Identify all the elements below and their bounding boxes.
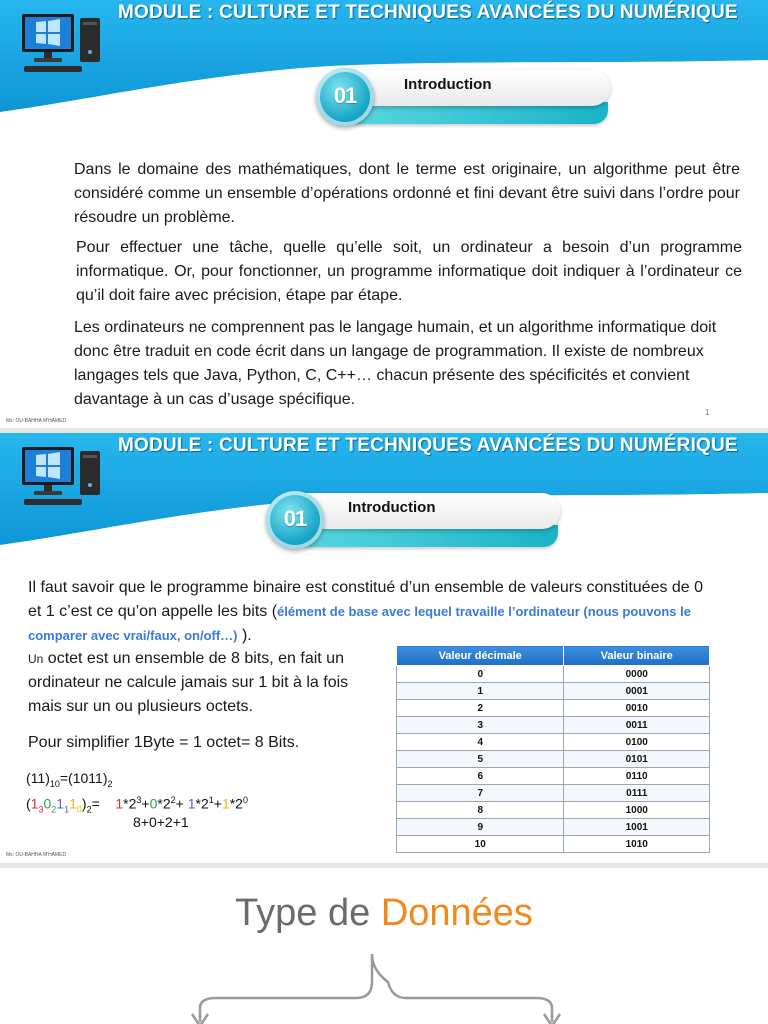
page-number: 1 bbox=[705, 408, 710, 417]
paragraph-3: Les ordinateurs ne comprennent pas le langage humain, et un algorithme informatique doit donc être traduit en code écrit dans un langage de programmation. Il existe de nombreux langages tels que Java, Python, C, C++… chacun présente des spécificités et convient davantage à un cas d’usage spécifique. bbox=[74, 319, 717, 408]
binary-cell: 0111 bbox=[564, 785, 710, 802]
bits-text: Il faut savoir que le programme binaire est constitué d’un ensemble de valeurs constituées de 0 et 1 c’est ce qu’on appelle les bits ( bbox=[28, 579, 704, 620]
module-title: MODULE : CULTURE ET TECHNIQUES AVANCÉES DU NUMÉRIQUE bbox=[118, 435, 738, 456]
table-row bbox=[397, 836, 710, 853]
badge-label: Introduction bbox=[404, 76, 492, 93]
decimal-cell: 3 bbox=[397, 717, 564, 734]
binary-cell: 0101 bbox=[564, 751, 710, 768]
bits-paragraph bbox=[28, 576, 718, 648]
binary-cell: 0110 bbox=[564, 768, 710, 785]
section-badge bbox=[266, 489, 566, 559]
octet-paragraph bbox=[28, 647, 384, 719]
decimal-cell: 1 bbox=[397, 683, 564, 700]
decimal-cell: 6 bbox=[397, 768, 564, 785]
binary-cell: 0000 bbox=[564, 666, 710, 683]
desktop-computer-icon bbox=[20, 445, 106, 509]
decimal-cell: 9 bbox=[397, 819, 564, 836]
footer-author: Ms: OU-BAHHA M'HAMED bbox=[6, 418, 67, 424]
column-header: Valeur décimale bbox=[397, 646, 564, 666]
binary-cell: 0010 bbox=[564, 700, 710, 717]
column-header: Valeur binaire bbox=[564, 646, 710, 666]
table-row bbox=[397, 819, 710, 836]
badge-number: 01 bbox=[283, 506, 307, 531]
slide-2 bbox=[0, 433, 768, 863]
badge-number-circle bbox=[316, 68, 374, 126]
decimal-cell: 0 bbox=[397, 666, 564, 683]
badge-number-circle bbox=[266, 491, 324, 549]
binary-cell: 0100 bbox=[564, 734, 710, 751]
table-row bbox=[397, 683, 710, 700]
decimal-cell: 7 bbox=[397, 785, 564, 802]
binary-cell: 1000 bbox=[564, 802, 710, 819]
octet-text: octet est un ensemble de 8 bits, en fait un ordinateur ne calcule jamais sur 1 bit à la fois mais sur un ou plusieurs octets. bbox=[28, 650, 349, 715]
binary-table bbox=[396, 645, 710, 853]
title-part-1: Type de bbox=[235, 892, 381, 934]
badge-number: 01 bbox=[333, 83, 357, 108]
bits-end: ). bbox=[237, 627, 252, 644]
formula-part: (11) bbox=[26, 770, 50, 786]
paragraph-2: Pour effectuer une tâche, quelle qu’elle soit, un ordinateur a besoin d’un programme informatique. Or, pour fonctionner, un programme informatique doit indiquer à l’ordinateur ce qu’il doit faire avec précision, étape par étape. bbox=[76, 239, 742, 304]
slide-1 bbox=[0, 0, 768, 428]
binary-cell: 0011 bbox=[564, 717, 710, 734]
table-row bbox=[397, 666, 710, 683]
table-row bbox=[397, 785, 710, 802]
formula-subscript: 10 bbox=[49, 778, 60, 789]
decimal-cell: 8 bbox=[397, 802, 564, 819]
section-badge bbox=[316, 66, 616, 136]
table-row bbox=[397, 734, 710, 751]
table-row bbox=[397, 802, 710, 819]
slide-title bbox=[0, 892, 768, 935]
conversion-line-2: $(1_30_21_11_0)_2=$ $1*2^3+0*2^2+ 1*2^1+1*2^0$ bbox=[26, 795, 248, 815]
decimal-cell: 4 bbox=[397, 734, 564, 751]
formula-subscript: 2 bbox=[107, 778, 113, 789]
table-row bbox=[397, 700, 710, 717]
desktop-computer-icon bbox=[20, 12, 106, 76]
table-row bbox=[397, 768, 710, 785]
decimal-cell: 5 bbox=[397, 751, 564, 768]
formula-part: =(1011) bbox=[59, 770, 108, 786]
table-row bbox=[397, 751, 710, 768]
decimal-cell: 10 bbox=[397, 836, 564, 853]
bits-highlight: élément de base avec lequel travaille l’ordinateur (nous pouvons le comparer avec vrai/faux, on/off…) bbox=[28, 604, 691, 643]
binary-cell: 1001 bbox=[564, 819, 710, 836]
table-header-row bbox=[397, 646, 710, 666]
branch-brace-icon bbox=[186, 948, 566, 1024]
decimal-cell: 2 bbox=[397, 700, 564, 717]
module-title: MODULE : CULTURE ET TECHNIQUES AVANCÉES DU NUMÉRIQUE bbox=[118, 2, 738, 23]
table-row bbox=[397, 717, 710, 734]
paragraph-1: Dans le domaine des mathématiques, dont le terme est originaire, un algorithme peut être considéré comme un ensemble d’opérations ordonné et fini devant être suivi dans l’ordre pour résoudre un problème. bbox=[74, 161, 740, 226]
badge-label: Introduction bbox=[348, 499, 436, 516]
slide-3 bbox=[0, 868, 768, 1024]
footer-author: Ms: OU-BAHHA M'HAMED bbox=[6, 852, 67, 858]
conversion-line-3: 8+0+2+1 bbox=[133, 814, 189, 830]
octet-prefix: Un bbox=[28, 652, 44, 666]
title-part-2: Données bbox=[380, 892, 533, 934]
binary-cell: 1010 bbox=[564, 836, 710, 853]
binary-cell: 0001 bbox=[564, 683, 710, 700]
byte-paragraph: Pour simplifier 1Byte = 1 octet= 8 Bits. bbox=[28, 734, 300, 751]
